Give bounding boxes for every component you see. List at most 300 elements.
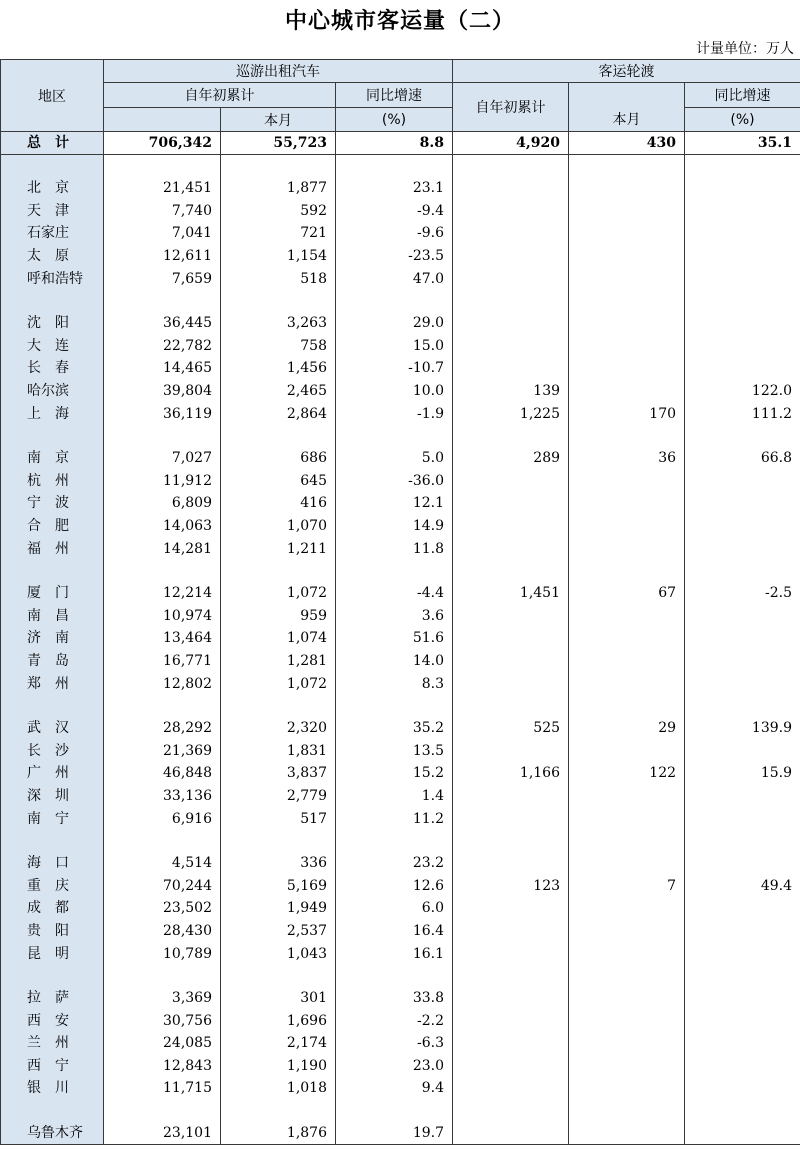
city-row xyxy=(1,245,800,268)
cell-taxi-month: 3,263 xyxy=(221,312,336,335)
cell-ferry-month xyxy=(569,627,685,650)
spacer-cell xyxy=(569,695,685,717)
cell-ferry-month xyxy=(569,200,685,223)
cell-ferry-ytd xyxy=(453,470,569,493)
spacer-cell xyxy=(336,290,453,312)
spacer-cell xyxy=(685,830,800,852)
city-row xyxy=(1,537,800,560)
header-region: 地区 xyxy=(1,60,104,132)
group-spacer-row xyxy=(1,155,800,178)
header-ferry-yoy: 同比增速 xyxy=(685,83,800,108)
cell-ferry-month xyxy=(569,650,685,673)
cell-taxi-month: 1,190 xyxy=(221,1055,336,1078)
cell-ferry-month xyxy=(569,222,685,245)
city-row xyxy=(1,402,800,425)
cell-ferry-ytd xyxy=(453,335,569,358)
cell-ferry-yoy xyxy=(685,537,800,560)
cell-ferry-yoy xyxy=(685,897,800,920)
cell-ferry-ytd xyxy=(453,807,569,830)
cell-taxi-yoy: 12.1 xyxy=(336,492,453,515)
cell-taxi-month: 336 xyxy=(221,852,336,875)
cell-ferry-ytd xyxy=(453,605,569,628)
cell-ferry-yoy xyxy=(685,470,800,493)
city-name: 长 春 xyxy=(1,357,104,380)
cell-taxi-month: 5,169 xyxy=(221,874,336,897)
city-name: 西 安 xyxy=(1,1009,104,1032)
cell-taxi-yoy: -6.3 xyxy=(336,1032,453,1055)
cell-taxi-ytd: 33,136 xyxy=(104,785,221,808)
spacer-cell xyxy=(221,425,336,447)
group-spacer-row xyxy=(1,965,800,987)
spacer-cell xyxy=(569,560,685,582)
spacer-cell xyxy=(104,830,221,852)
cell-ferry-yoy xyxy=(685,1032,800,1055)
header-ferry-month xyxy=(569,83,685,132)
cell-taxi-month: 758 xyxy=(221,335,336,358)
cell-taxi-ytd: 11,912 xyxy=(104,470,221,493)
cell-ferry-ytd xyxy=(453,852,569,875)
spacer-cell xyxy=(685,155,800,178)
cell-taxi-ytd: 70,244 xyxy=(104,874,221,897)
cell-taxi-month: 301 xyxy=(221,987,336,1010)
cell-taxi-ytd: 4,514 xyxy=(104,852,221,875)
cell-taxi-month: 2,320 xyxy=(221,717,336,740)
spacer-cell xyxy=(453,965,569,987)
header-ferry-month-label: 本月 xyxy=(612,112,641,128)
city-row xyxy=(1,1122,800,1145)
city-row xyxy=(1,200,800,223)
cell-ferry-yoy xyxy=(685,672,800,695)
city-name: 深 圳 xyxy=(1,785,104,808)
cell-taxi-ytd: 6,809 xyxy=(104,492,221,515)
spacer-cell xyxy=(104,1100,221,1122)
city-row xyxy=(1,717,800,740)
city-row xyxy=(1,335,800,358)
cell-ferry-yoy xyxy=(685,335,800,358)
city-row xyxy=(1,762,800,785)
cell-taxi-month: 2,174 xyxy=(221,1032,336,1055)
cell-taxi-month: 518 xyxy=(221,267,336,290)
header-taxi-ytd: 自年初累计 xyxy=(104,83,336,108)
cell-ferry-ytd xyxy=(453,537,569,560)
spacer-cell xyxy=(453,155,569,178)
city-name: 南 昌 xyxy=(1,605,104,628)
spacer-cell xyxy=(569,290,685,312)
city-row xyxy=(1,1009,800,1032)
city-row xyxy=(1,1055,800,1078)
cell-taxi-yoy: -9.4 xyxy=(336,200,453,223)
spacer-cell xyxy=(453,1100,569,1122)
cell-ferry-yoy xyxy=(685,200,800,223)
group-spacer-row xyxy=(1,830,800,852)
cell-ferry-ytd xyxy=(453,1077,569,1100)
spacer-cell xyxy=(104,560,221,582)
cell-taxi-month: 721 xyxy=(221,222,336,245)
cell-taxi-yoy: 15.0 xyxy=(336,335,453,358)
cell-ferry-yoy: 111.2 xyxy=(685,402,800,425)
cell-ferry-ytd xyxy=(453,515,569,538)
cell-ferry-ytd: 1,225 xyxy=(453,402,569,425)
cell-taxi-month: 1,281 xyxy=(221,650,336,673)
cell-taxi-month: 2,864 xyxy=(221,402,336,425)
cell-taxi-yoy: -23.5 xyxy=(336,245,453,268)
city-name: 呼和浩特 xyxy=(1,267,104,290)
cell-taxi-yoy: 14.9 xyxy=(336,515,453,538)
header-ferry-ytd: 自年初累计 xyxy=(453,83,569,132)
cell-taxi-ytd: 12,843 xyxy=(104,1055,221,1078)
city-name: 沈 阳 xyxy=(1,312,104,335)
cell-taxi-ytd: 12,214 xyxy=(104,582,221,605)
cell-taxi-yoy: 19.7 xyxy=(336,1122,453,1145)
city-row xyxy=(1,1032,800,1055)
city-name: 福 州 xyxy=(1,537,104,560)
cell-ferry-month xyxy=(569,1032,685,1055)
city-row xyxy=(1,312,800,335)
city-name: 广 州 xyxy=(1,762,104,785)
cell-taxi-yoy: 23.0 xyxy=(336,1055,453,1078)
cell-ferry-ytd: 1,451 xyxy=(453,582,569,605)
cell-taxi-month: 2,779 xyxy=(221,785,336,808)
city-row xyxy=(1,380,800,403)
group-spacer-row xyxy=(1,560,800,582)
cell-ferry-yoy: 122.0 xyxy=(685,380,800,403)
cell-ferry-month: 36 xyxy=(569,447,685,470)
cell-ferry-ytd: 139 xyxy=(453,380,569,403)
city-row xyxy=(1,897,800,920)
cell-taxi-month: 1,696 xyxy=(221,1009,336,1032)
cell-ferry-yoy xyxy=(685,245,800,268)
header-taxi: 巡游出租汽车 xyxy=(104,60,453,83)
cell-taxi-month: 1,456 xyxy=(221,357,336,380)
city-name: 哈尔滨 xyxy=(1,380,104,403)
cell-ferry-month: 7 xyxy=(569,874,685,897)
cell-ferry-yoy xyxy=(685,222,800,245)
cell-ferry-ytd: 123 xyxy=(453,874,569,897)
city-name: 济 南 xyxy=(1,627,104,650)
cell-taxi-month: 1,154 xyxy=(221,245,336,268)
city-name: 昆 明 xyxy=(1,942,104,965)
cell-ferry-month xyxy=(569,1077,685,1100)
spacer-cell xyxy=(685,425,800,447)
cell-ferry-month: 67 xyxy=(569,582,685,605)
spacer-cell xyxy=(336,965,453,987)
total-ferry-yoy: 35.1 xyxy=(685,132,800,155)
cell-taxi-month: 1,070 xyxy=(221,515,336,538)
city-name: 厦 门 xyxy=(1,582,104,605)
spacer-cell xyxy=(1,965,104,987)
cell-ferry-yoy xyxy=(685,357,800,380)
city-name: 太 原 xyxy=(1,245,104,268)
table-header xyxy=(1,60,800,132)
cell-taxi-month: 517 xyxy=(221,807,336,830)
page-title: 中心城市客运量（二） xyxy=(284,9,515,34)
cell-taxi-month: 1,831 xyxy=(221,739,336,762)
cell-taxi-yoy: -36.0 xyxy=(336,470,453,493)
cell-taxi-month: 3,837 xyxy=(221,762,336,785)
spacer-cell xyxy=(221,965,336,987)
cell-ferry-ytd xyxy=(453,785,569,808)
cell-ferry-month xyxy=(569,1009,685,1032)
total-row xyxy=(1,132,800,155)
spacer-cell xyxy=(336,560,453,582)
spacer-cell xyxy=(685,560,800,582)
spacer-cell xyxy=(1,425,104,447)
cell-taxi-month: 416 xyxy=(221,492,336,515)
city-name: 拉 萨 xyxy=(1,987,104,1010)
city-row xyxy=(1,267,800,290)
cell-ferry-month xyxy=(569,357,685,380)
city-name: 天 津 xyxy=(1,200,104,223)
cell-ferry-yoy: 139.9 xyxy=(685,717,800,740)
cell-taxi-ytd: 10,789 xyxy=(104,942,221,965)
cell-ferry-month xyxy=(569,920,685,943)
spacer-cell xyxy=(569,425,685,447)
cell-ferry-month xyxy=(569,605,685,628)
cell-ferry-ytd xyxy=(453,177,569,200)
city-row xyxy=(1,582,800,605)
cell-ferry-yoy: 49.4 xyxy=(685,874,800,897)
total-label: 总 计 xyxy=(1,132,104,155)
total-ferry-month: 430 xyxy=(569,132,685,155)
city-row xyxy=(1,222,800,245)
cell-ferry-yoy xyxy=(685,267,800,290)
cell-taxi-ytd: 12,611 xyxy=(104,245,221,268)
cell-taxi-month: 1,876 xyxy=(221,1122,336,1145)
cell-ferry-month xyxy=(569,515,685,538)
cell-taxi-yoy: 16.4 xyxy=(336,920,453,943)
cell-ferry-yoy: 15.9 xyxy=(685,762,800,785)
cell-taxi-month: 1,211 xyxy=(221,537,336,560)
cell-taxi-ytd: 39,804 xyxy=(104,380,221,403)
header-ferry-yoy-unit: (%) xyxy=(685,108,800,132)
cell-ferry-month xyxy=(569,672,685,695)
cell-taxi-yoy: -4.4 xyxy=(336,582,453,605)
cell-ferry-ytd xyxy=(453,650,569,673)
spacer-cell xyxy=(336,425,453,447)
cell-taxi-month: 2,465 xyxy=(221,380,336,403)
city-name: 贵 阳 xyxy=(1,920,104,943)
city-name: 南 宁 xyxy=(1,807,104,830)
spacer-cell xyxy=(221,1100,336,1122)
cell-ferry-ytd xyxy=(453,627,569,650)
cell-ferry-yoy xyxy=(685,177,800,200)
cell-ferry-month xyxy=(569,492,685,515)
cell-taxi-ytd: 11,715 xyxy=(104,1077,221,1100)
header-taxi-yoy: 同比增速 xyxy=(336,83,453,108)
passenger-table xyxy=(0,59,800,1145)
cell-taxi-yoy: 3.6 xyxy=(336,605,453,628)
spacer-cell xyxy=(1,155,104,178)
cell-ferry-yoy xyxy=(685,807,800,830)
city-name: 上 海 xyxy=(1,402,104,425)
table-body xyxy=(1,132,800,1145)
spacer-cell xyxy=(453,290,569,312)
cell-taxi-yoy: 33.8 xyxy=(336,987,453,1010)
city-row xyxy=(1,852,800,875)
spacer-cell xyxy=(104,155,221,178)
cell-ferry-yoy xyxy=(685,1009,800,1032)
cell-taxi-month: 1,072 xyxy=(221,672,336,695)
city-name: 银 川 xyxy=(1,1077,104,1100)
cell-ferry-ytd: 1,166 xyxy=(453,762,569,785)
cell-taxi-ytd: 24,085 xyxy=(104,1032,221,1055)
city-name: 北 京 xyxy=(1,177,104,200)
cell-ferry-yoy xyxy=(685,942,800,965)
cell-taxi-ytd: 21,369 xyxy=(104,739,221,762)
city-row xyxy=(1,874,800,897)
cell-taxi-month: 1,072 xyxy=(221,582,336,605)
cell-taxi-month: 592 xyxy=(221,200,336,223)
spacer-cell xyxy=(569,1100,685,1122)
city-row xyxy=(1,739,800,762)
cell-ferry-ytd xyxy=(453,897,569,920)
cell-taxi-yoy: 9.4 xyxy=(336,1077,453,1100)
city-name: 成 都 xyxy=(1,897,104,920)
cell-ferry-month xyxy=(569,942,685,965)
city-row xyxy=(1,672,800,695)
cell-ferry-month xyxy=(569,380,685,403)
cell-ferry-month xyxy=(569,1122,685,1145)
city-name: 宁 波 xyxy=(1,492,104,515)
cell-ferry-ytd xyxy=(453,312,569,335)
total-ferry-ytd: 4,920 xyxy=(453,132,569,155)
cell-ferry-yoy xyxy=(685,739,800,762)
city-name: 长 沙 xyxy=(1,739,104,762)
city-row xyxy=(1,1077,800,1100)
cell-ferry-yoy: 66.8 xyxy=(685,447,800,470)
cell-ferry-yoy xyxy=(685,650,800,673)
cell-ferry-month xyxy=(569,312,685,335)
cell-ferry-month xyxy=(569,177,685,200)
header-taxi-yoy-unit: (%) xyxy=(336,108,453,132)
cell-ferry-ytd xyxy=(453,492,569,515)
city-row xyxy=(1,515,800,538)
cell-taxi-ytd: 36,119 xyxy=(104,402,221,425)
cell-taxi-yoy: 15.2 xyxy=(336,762,453,785)
cell-taxi-yoy: 51.6 xyxy=(336,627,453,650)
cell-taxi-yoy: 13.5 xyxy=(336,739,453,762)
spacer-cell xyxy=(221,830,336,852)
city-row xyxy=(1,357,800,380)
city-name: 南 京 xyxy=(1,447,104,470)
cell-ferry-month xyxy=(569,807,685,830)
city-name: 杭 州 xyxy=(1,470,104,493)
cell-taxi-yoy: 47.0 xyxy=(336,267,453,290)
total-taxi-ytd: 706,342 xyxy=(104,132,221,155)
cell-taxi-yoy: 8.3 xyxy=(336,672,453,695)
spacer-cell xyxy=(104,695,221,717)
cell-taxi-yoy: 23.2 xyxy=(336,852,453,875)
spacer-cell xyxy=(569,965,685,987)
cell-taxi-month: 1,018 xyxy=(221,1077,336,1100)
city-name: 武 汉 xyxy=(1,717,104,740)
cell-taxi-ytd: 22,782 xyxy=(104,335,221,358)
cell-taxi-yoy: 10.0 xyxy=(336,380,453,403)
spacer-cell xyxy=(453,560,569,582)
cell-ferry-yoy xyxy=(685,627,800,650)
cell-ferry-ytd xyxy=(453,1055,569,1078)
cell-ferry-month xyxy=(569,739,685,762)
cell-taxi-yoy: -2.2 xyxy=(336,1009,453,1032)
cell-taxi-ytd: 46,848 xyxy=(104,762,221,785)
cell-taxi-yoy: 1.4 xyxy=(336,785,453,808)
city-name: 乌鲁木齐 xyxy=(1,1122,104,1145)
city-name: 西 宁 xyxy=(1,1055,104,1078)
cell-ferry-ytd xyxy=(453,200,569,223)
cell-ferry-yoy xyxy=(685,920,800,943)
cell-ferry-ytd xyxy=(453,920,569,943)
city-row xyxy=(1,605,800,628)
cell-ferry-yoy xyxy=(685,1077,800,1100)
cell-ferry-yoy: -2.5 xyxy=(685,582,800,605)
cell-taxi-ytd: 7,027 xyxy=(104,447,221,470)
cell-ferry-month xyxy=(569,1055,685,1078)
unit-label: 计量单位：万人 xyxy=(696,41,794,57)
cell-taxi-yoy: 16.1 xyxy=(336,942,453,965)
cell-taxi-ytd: 28,430 xyxy=(104,920,221,943)
cell-taxi-ytd: 7,041 xyxy=(104,222,221,245)
cell-ferry-yoy xyxy=(685,987,800,1010)
cell-ferry-yoy xyxy=(685,312,800,335)
cell-ferry-yoy xyxy=(685,492,800,515)
cell-ferry-month xyxy=(569,537,685,560)
total-taxi-yoy: 8.8 xyxy=(336,132,453,155)
spacer-cell xyxy=(569,830,685,852)
cell-ferry-yoy xyxy=(685,1055,800,1078)
cell-taxi-yoy: -1.9 xyxy=(336,402,453,425)
cell-ferry-ytd: 525 xyxy=(453,717,569,740)
cell-ferry-month xyxy=(569,852,685,875)
cell-ferry-month xyxy=(569,987,685,1010)
spacer-cell xyxy=(336,1100,453,1122)
spacer-cell xyxy=(453,695,569,717)
cell-ferry-ytd xyxy=(453,245,569,268)
spacer-cell xyxy=(104,965,221,987)
city-name: 郑 州 xyxy=(1,672,104,695)
cell-taxi-ytd: 14,281 xyxy=(104,537,221,560)
header-ferry: 客运轮渡 xyxy=(453,60,800,83)
cell-taxi-month: 1,074 xyxy=(221,627,336,650)
spacer-cell xyxy=(336,830,453,852)
cell-ferry-yoy xyxy=(685,605,800,628)
cell-taxi-yoy: -10.7 xyxy=(336,357,453,380)
cell-taxi-ytd: 7,659 xyxy=(104,267,221,290)
spacer-cell xyxy=(336,695,453,717)
cell-ferry-ytd xyxy=(453,739,569,762)
cell-taxi-month: 1,877 xyxy=(221,177,336,200)
cell-taxi-yoy: -9.6 xyxy=(336,222,453,245)
group-spacer-row xyxy=(1,425,800,447)
cell-taxi-ytd: 14,063 xyxy=(104,515,221,538)
cell-taxi-yoy: 35.2 xyxy=(336,717,453,740)
cell-taxi-yoy: 5.0 xyxy=(336,447,453,470)
spacer-cell xyxy=(1,1100,104,1122)
cell-ferry-month xyxy=(569,785,685,808)
group-spacer-row xyxy=(1,695,800,717)
cell-ferry-yoy xyxy=(685,1122,800,1145)
cell-ferry-ytd xyxy=(453,357,569,380)
cell-taxi-ytd: 3,369 xyxy=(104,987,221,1010)
cell-taxi-ytd: 7,740 xyxy=(104,200,221,223)
cell-ferry-month xyxy=(569,245,685,268)
cell-taxi-ytd: 10,974 xyxy=(104,605,221,628)
spacer-cell xyxy=(221,155,336,178)
city-name: 大 连 xyxy=(1,335,104,358)
cell-taxi-ytd: 23,502 xyxy=(104,897,221,920)
city-row xyxy=(1,492,800,515)
city-row xyxy=(1,470,800,493)
spacer-cell xyxy=(453,425,569,447)
